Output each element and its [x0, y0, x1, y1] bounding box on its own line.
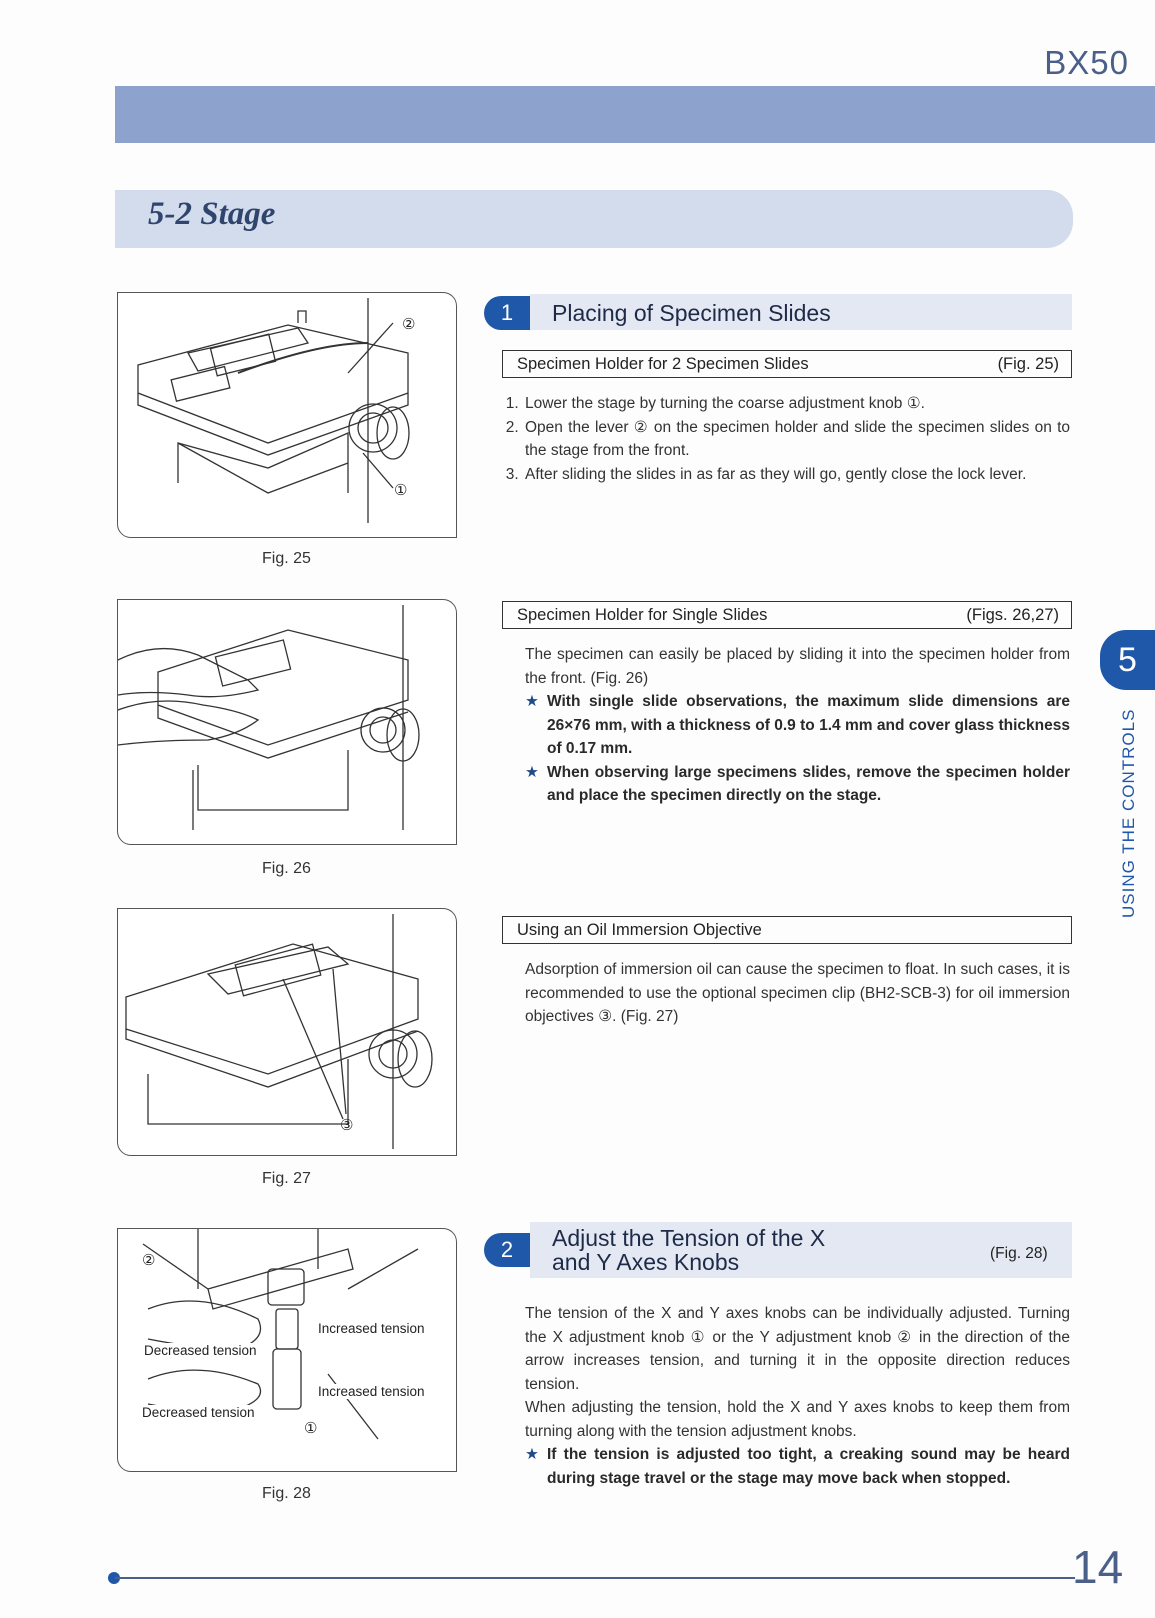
step-2-title-line2: and Y Axes Knobs: [552, 1249, 740, 1275]
figure-27-caption: Fig. 27: [262, 1170, 311, 1187]
paragraph: When adjusting the tension, hold the X and Y axes knobs to keep them from turning along with the tension adjustment knobs.: [525, 1399, 1070, 1440]
step-2-text: [525, 1302, 1070, 1490]
figure-25-illustration: [117, 292, 457, 538]
holder-2-steps: [503, 392, 1070, 486]
paragraph: Adsorption of immersion oil can cause the specimen to float. In such cases, it is recommended to use the optional specimen clip (BH2-SCB-3) for oil immersion objectives ③. (Fig. 27): [525, 961, 1070, 1025]
subhead-ref: (Fig. 25): [997, 355, 1059, 373]
figure-26-illustration: [117, 599, 457, 845]
footer-rule: [115, 1577, 1075, 1579]
step-2-title: [552, 1226, 825, 1274]
callout-3: ③: [340, 1117, 354, 1134]
note: ★ If the tension is adjusted too tight, a creaking sound may be heard during stage travel or the stage may move back when stopped.: [525, 1443, 1070, 1490]
figure-28-illustration: [117, 1228, 457, 1472]
label-decreased-tension: Decreased tension: [142, 1405, 255, 1420]
step-2-number: 2: [484, 1233, 530, 1267]
callout-2: ②: [142, 1252, 156, 1269]
paragraph: The specimen can easily be placed by sliding it into the specimen holder from the front. (Fig. 26): [525, 646, 1070, 687]
subhead-oil-immersion: [502, 916, 1072, 944]
figure-27-illustration: [117, 908, 457, 1156]
figure-26-caption: Fig. 26: [262, 860, 311, 877]
figure-28-caption: Fig. 28: [262, 1485, 311, 1502]
step-1-title: Placing of Specimen Slides: [552, 300, 831, 326]
subhead-label: Using an Oil Immersion Objective: [517, 921, 762, 939]
chapter-title: USING THE CONTROLS: [1119, 708, 1138, 918]
step-1-number: 1: [484, 296, 530, 330]
header-band: [115, 86, 1155, 143]
subhead-label: Specimen Holder for Single Slides: [517, 606, 768, 624]
subhead-holder-2-slides: [502, 350, 1072, 378]
callout-2: ②: [402, 316, 416, 333]
note: ★ When observing large specimens slides, remove the specimen holder and place the specimen directly on the stage.: [525, 761, 1070, 808]
callout-1: ①: [304, 1420, 318, 1437]
subhead-label: Specimen Holder for 2 Specimen Slides: [517, 355, 809, 373]
list-item: 1. Lower the stage by turning the coarse adjustment knob ①.: [523, 392, 1070, 416]
callout-1: ①: [394, 482, 408, 499]
paragraph: The tension of the X and Y axes knobs can be individually adjusted. Turning the X adjustment knob ① or the Y adjustment knob ② in the direction of the arrow increases tension, and turning it in the opposite direction reduces tension.: [525, 1305, 1070, 1393]
step-2-ref: (Fig. 28): [990, 1245, 1048, 1262]
label-decreased-tension: Decreased tension: [144, 1343, 257, 1358]
section-title: 5-2 Stage: [148, 196, 276, 232]
chapter-tab: 5: [1100, 630, 1155, 690]
model-name: BX50: [1044, 44, 1129, 81]
label-increased-tension: Increased tension: [318, 1384, 425, 1399]
figure-25-caption: Fig. 25: [262, 550, 311, 567]
list-item: 3. After sliding the slides in as far as they will go, gently close the lock lever.: [523, 463, 1070, 487]
subhead-holder-single: [502, 601, 1072, 629]
page-number: 14: [1072, 1541, 1124, 1593]
chapter-tab-text: [1110, 700, 1146, 920]
oil-immersion-text: [525, 958, 1070, 1029]
step-2-title-line1: Adjust the Tension of the X: [552, 1225, 826, 1251]
label-increased-tension: Increased tension: [318, 1321, 425, 1336]
holder-single-text: [525, 643, 1070, 808]
list-item: 2. Open the lever ② on the specimen holder and slide the specimen slides on to the stage from the front.: [523, 416, 1070, 463]
subhead-ref: (Figs. 26,27): [966, 606, 1059, 624]
note: ★ With single slide observations, the maximum slide dimensions are 26×76 mm, with a thickness of 0.9 to 1.4 mm and cover glass thickness of 0.17 mm.: [525, 690, 1070, 761]
